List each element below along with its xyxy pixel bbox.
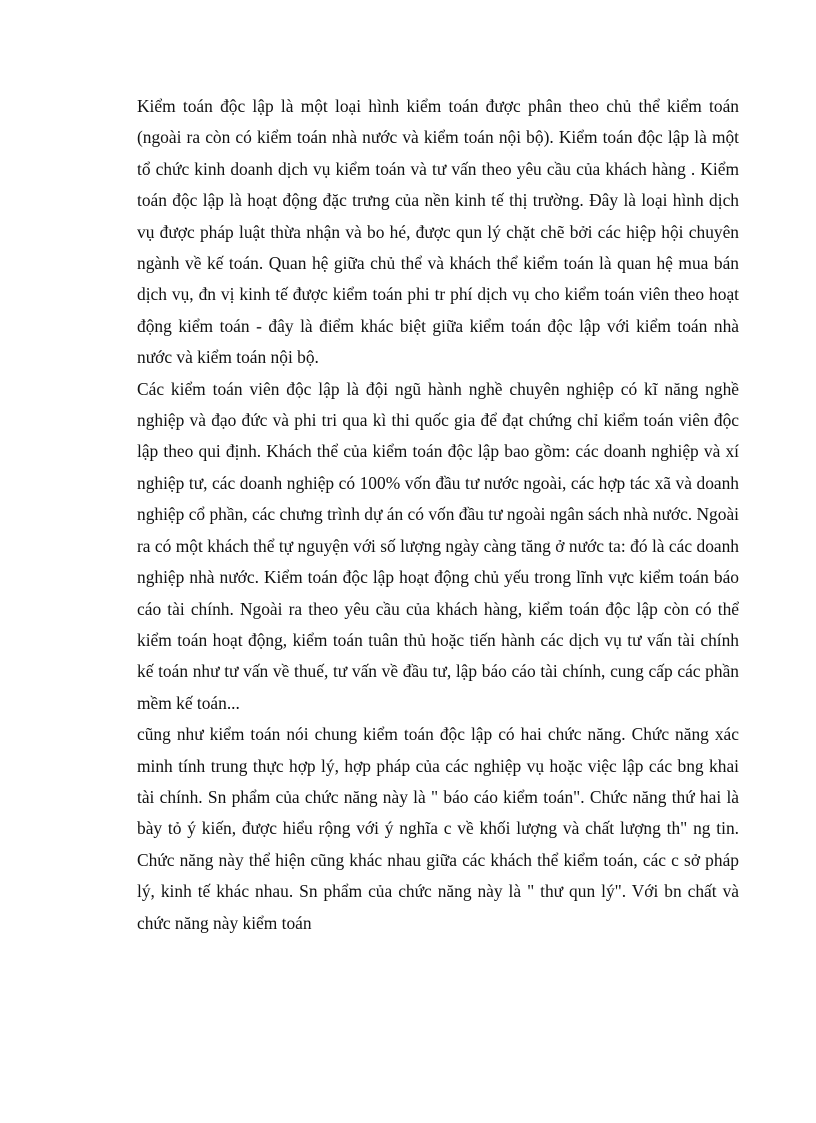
paragraph-independent-audit-definition: Kiểm toán độc lập là một loại hình kiểm toán được phân theo chủ thể kiểm toán (ngoài ra còn có kiểm toán nhà nước và kiểm toán nội bộ). Kiểm toán độc lập là một tổ chức kinh doanh dịch vụ kiểm toán và tư vấn theo yêu cầu của khách hàng . Kiểm toán độc lập là hoạt động đặc trưng của nền kinh tế thị trường. Đây là loại hình dịch vụ được pháp luật thừa nhận và bo hé, được qun lý chặt chẽ bởi các hiệp hội chuyên ngành về kế toán. Quan hệ giữa chủ thể và khách thể kiểm toán là quan hệ mua bán dịch vụ, đn vị kinh tế được kiểm toán phi tr phí dịch vụ cho kiểm toán viên theo hoạt động kiểm toán - đây là điểm khác biệt giữa kiểm toán độc lập với kiểm toán nhà nước và kiểm toán nội bộ. — [137, 96, 739, 368]
paragraph-audit-functions: cũng như kiểm toán nói chung kiểm toán độc lập có hai chức năng. Chức năng xác minh tính trung thực hợp lý, hợp pháp của các nghiệp vụ hoặc việc lập các bng khai tài chính. Sn phẩm của chức năng này là " báo cáo kiểm toán". Chức năng thứ hai là bày tỏ ý kiến, được hiểu rộng với ý nghĩa c về khối lượng và chất lượng th" ng tin. Chức năng này thể hiện cũng khác nhau giữa các khách thể kiểm toán, các c sở pháp lý, kinh tế khác nhau. Sn phẩm của chức năng này là " thư qun lý". Với bn chất và chức năng này kiểm toán — [137, 724, 739, 933]
paragraph-independent-auditors: Các kiểm toán viên độc lập là đội ngũ hành nghề chuyên nghiệp có kĩ năng nghề nghiệp và đạo đức và phi tri qua kì thi quốc gia để đạt chứng chỉ kiểm toán viên độc lập theo qui định. Khách thể của kiểm toán độc lập bao gồm: các doanh nghiệp và xí nghiệp tư, các doanh nghiệp có 100% vốn đầu tư nước ngoài, các hợp tác xã và doanh nghiệp cổ phần, các chưng trình dự án có vốn đầu tư ngoài ngân sách nhà nước. Ngoài ra có một khách thể tự nguyện với số lượng ngày càng tăng ở nước ta: đó là các doanh nghiệp nhà nước. Kiểm toán độc lập hoạt động chủ yếu trong lĩnh vực kiểm toán báo cáo tài chính. Ngoài ra theo yêu cầu của khách hàng, kiểm toán độc lập còn có thể kiểm toán hoạt động, kiểm toán tuân thủ hoặc tiến hành các dịch vụ tư vấn tài chính kế toán như tư vấn về thuế, tư vấn về đầu tư, lập báo cáo tài chính, cung cấp các phần mềm kế toán... — [137, 378, 739, 713]
document-body — [137, 91, 739, 939]
